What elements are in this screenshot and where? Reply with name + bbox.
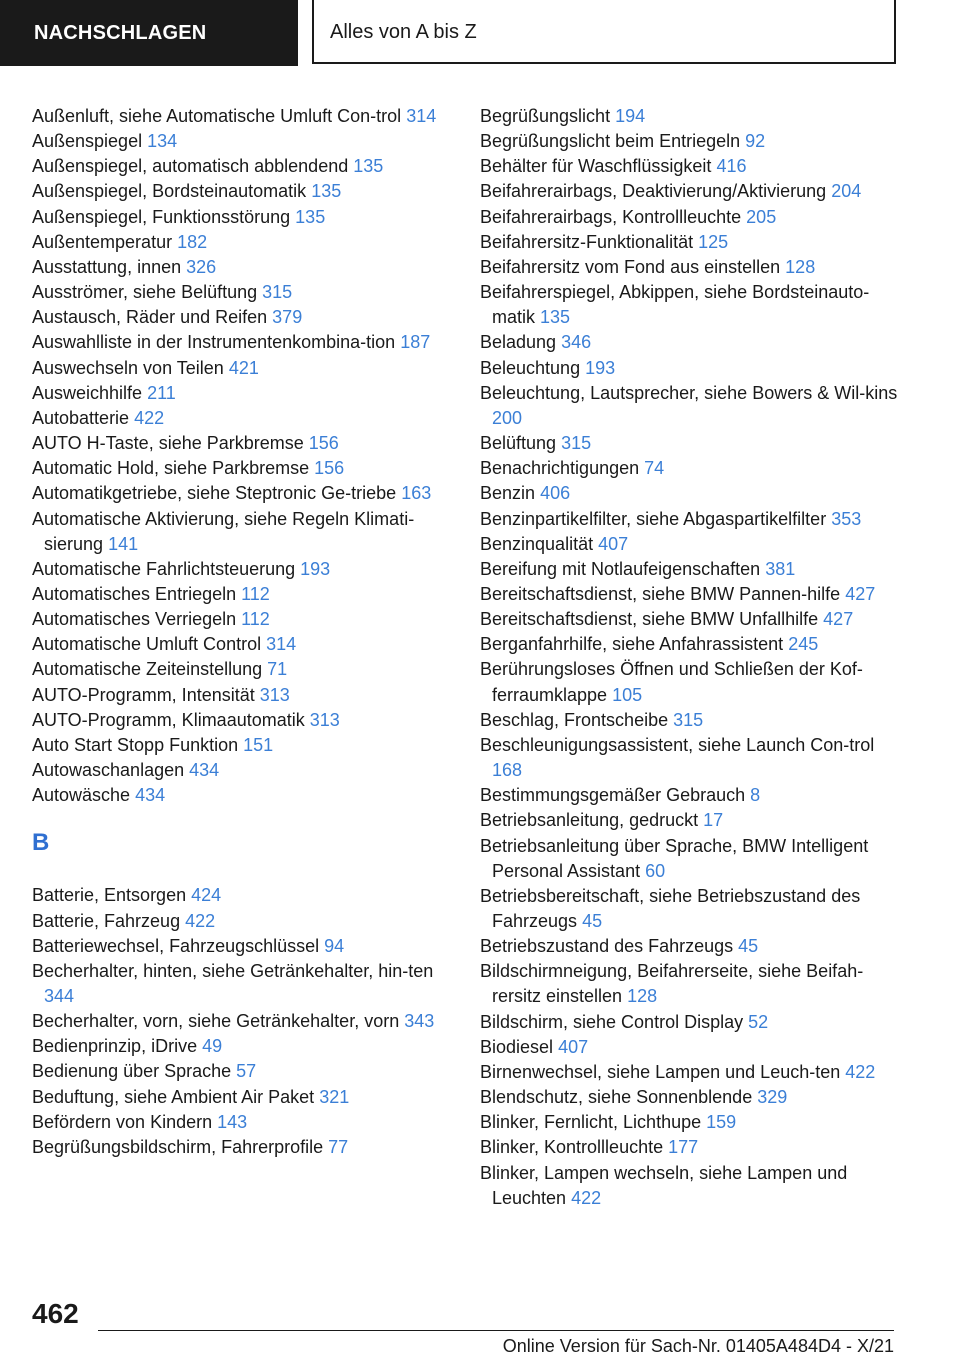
index-entry-page-link[interactable]: 135 [311,181,342,202]
index-entry-page-link[interactable]: 182 [177,231,208,252]
index-entry [480,607,900,632]
index-entry-page-link[interactable]: 422 [571,1187,602,1208]
index-entry-term: Birnenwechsel, siehe Lampen und Leuch‐ten [480,1061,841,1082]
index-entry [480,280,900,330]
index-entry-term: Belüftung [480,433,557,454]
index-entry-page-link[interactable]: 159 [706,1112,737,1133]
index-entry-page-link[interactable]: 94 [324,935,345,956]
index-entry-page-link[interactable]: 321 [319,1086,350,1107]
index-entry [32,406,452,431]
index-entry-term: Blinker, Kontrollleuchte [480,1137,664,1158]
index-entry-page-link[interactable]: 422 [845,1061,876,1082]
index-entry-page-link[interactable]: 60 [645,860,666,881]
index-entry-page-link[interactable]: 434 [189,760,220,781]
chapter-title: Alles von A bis Z [312,0,896,64]
index-entry [32,1135,452,1160]
index-entry-page-link[interactable]: 143 [217,1111,248,1132]
index-entry-term: Beleuchtung [480,357,581,378]
index-entry [480,582,900,607]
footer-divider [98,1330,894,1331]
index-entry [32,305,452,330]
index-entry-page-link[interactable]: 204 [831,181,862,202]
index-entry-page-link[interactable]: 194 [615,106,646,126]
index-entry-term: Ausweichhilfe [32,382,143,403]
index-entry [32,909,452,934]
index-entry-term: Beifahrersitz-Funktionalität [480,231,694,252]
index-entry-term: Außenluft, siehe Automatische Umluft Con‐trol [32,106,402,126]
index-entry [32,1059,452,1084]
index-entry-page-link[interactable]: 45 [738,936,759,957]
index-entry-page-link[interactable]: 193 [585,357,616,378]
index-entry-page-link[interactable]: 346 [561,332,592,353]
index-entry-term: Bildschirm, siehe Control Display [480,1011,744,1032]
index-entry [480,783,900,808]
index-entry [32,481,452,506]
index-entry-term: Becherhalter, vorn, siehe Getränkehalter, vorn [32,1011,400,1032]
index-entry-term: Betriebsbereitschaft, siehe Betriebszustand des Fahrzeugs [480,885,861,931]
index-entry [32,582,452,607]
index-entry-term: Beschleunigungsassistent, siehe Launch Con‐trol [480,734,875,755]
index-entry [480,557,900,582]
index-entry [32,1085,452,1110]
index-entry-page-link[interactable]: 112 [241,609,270,630]
index-entry [480,808,900,833]
index-entry-term: Außenspiegel, Bordsteinautomatik [32,181,307,202]
index-entry-term: Befördern von Kindern [32,1111,213,1132]
index-entry-page-link[interactable]: 211 [147,382,176,403]
index-entry [480,1010,900,1035]
index-entry-page-link[interactable]: 135 [353,156,384,177]
index-entry-term: Automatische Aktivierung, siehe Regeln Klimati‐sierung [32,508,415,554]
index-entry [32,883,452,908]
index-entry-term: Außenspiegel, Funktionsstörung [32,206,291,227]
index-entry [480,129,900,154]
index-entry [480,154,900,179]
index-entry-page-link[interactable]: 434 [135,785,166,806]
index-entry-page-link[interactable]: 313 [259,684,290,705]
index-entry-page-link[interactable]: 168 [492,760,523,781]
index-entry [480,456,900,481]
index-entry-page-link[interactable]: 49 [202,1036,223,1057]
index-entry-term: Auswahlliste in der Instrumentenkombina‐tion [32,332,396,353]
index-entry [32,507,452,557]
index-entry-term: Betriebszustand des Fahrzeugs [480,936,734,957]
index-entry [480,481,900,506]
index-entry-term: Beschlag, Frontscheibe [480,709,669,730]
index-entry-page-link[interactable]: 416 [716,156,747,177]
index-entry-page-link[interactable]: 141 [108,533,139,554]
index-entry-term: Benzinpartikelfilter, siehe Abgaspartikelfilter [480,508,827,529]
index-entry-page-link[interactable]: 422 [185,910,216,931]
index-entry-page-link[interactable]: 135 [295,206,326,227]
index-entry-term: Begrüßungslicht beim Entriegeln [480,131,741,152]
index-entry [32,129,452,154]
index-entry-page-link[interactable]: 163 [401,483,432,504]
index-entry-term: Beifahrerairbags, Kontrollleuchte [480,206,742,227]
index-entry-term: Becherhalter, hinten, siehe Getränkehalter, hin‐ten [32,960,434,981]
online-version-note: Online Version für Sach-Nr. 01405A484D4 - X/21 [502,1336,894,1356]
page-number: 462 [32,1298,79,1329]
index-entry-page-link[interactable]: 424 [191,885,222,906]
index-entry-term: Außenspiegel, automatisch abblendend [32,156,349,177]
index-entry [480,733,900,783]
index-entry-term: Begrüßungsbildschirm, Fahrerprofile [32,1136,324,1157]
index-entry-term: Beleuchtung, Lautsprecher, siehe Bowers & Wil‐kins [480,382,898,403]
index-entry [480,934,900,959]
index-entry-page-link[interactable]: 329 [757,1087,788,1108]
index-letter-heading: B [32,829,50,857]
index-entry [480,959,900,1009]
index-entry [480,381,900,431]
index-entry-page-link[interactable]: 200 [492,407,523,428]
index-entry-term: Automatisches Verriegeln [32,609,237,630]
index-column-right [480,104,900,1211]
index-entry-page-link[interactable]: 112 [241,583,270,604]
index-column-left [32,104,452,1160]
index-entry-page-link[interactable]: 406 [540,483,571,504]
index-entry [32,959,452,1009]
index-entry-page-link[interactable]: 52 [748,1011,769,1032]
index-entry-term: Auswechseln von Teilen [32,357,224,378]
index-entry-page-link[interactable]: 381 [765,558,796,579]
index-entry-term: Autobatterie [32,407,130,428]
index-entry-page-link[interactable]: 125 [698,231,729,252]
index-entry [480,104,900,129]
index-entry [32,632,452,657]
index-entry-term: Autowaschanlagen [32,760,185,781]
index-entry-term: Blinker, Fernlicht, Lichthupe [480,1112,702,1133]
index-entry [480,179,900,204]
index-entry-term: Blendschutz, siehe Sonnenblende [480,1087,753,1108]
index-entry [32,1009,452,1034]
index-entry-term: Bildschirmneigung, Beifahrerseite, siehe Beifah‐rersitz einstellen [480,961,864,1007]
index-entry-page-link[interactable]: 314 [266,634,297,655]
section-title: NACHSCHLAGEN [0,0,298,66]
index-entry [480,356,900,381]
index-entry [480,431,900,456]
index-entry-page-link[interactable]: 315 [673,709,704,730]
index-entry [32,683,452,708]
index-entry-term: Berührungsloses Öffnen und Schließen der Kof‐ferraumklappe [480,659,863,705]
index-entry-page-link[interactable]: 421 [228,357,259,378]
index-entry [480,255,900,280]
index-entry [32,255,452,280]
index-entry-term: Bereitschaftsdienst, siehe BMW Pannen‐hilfe [480,583,841,604]
index-entry [32,456,452,481]
index-entry-page-link[interactable]: 245 [788,634,819,655]
index-entry-term: Batteriewechsel, Fahrzeugschlüssel [32,935,320,956]
index-entry [480,1135,900,1160]
index-entry-term: Austausch, Räder und Reifen [32,307,268,328]
index-entry-page-link[interactable]: 45 [582,911,603,931]
index-entry-page-link[interactable]: 128 [627,986,658,1007]
index-entry [32,733,452,758]
index-entry [32,230,452,255]
index-entry-page-link[interactable]: 427 [823,609,854,630]
index-entry [32,154,452,179]
index-entry-term: Betriebsanleitung, gedruckt [480,810,699,831]
index-entry-term: AUTO H-Taste, siehe Parkbremse [32,433,304,454]
index-entry-page-link[interactable]: 205 [746,206,777,227]
index-entry-page-link[interactable]: 353 [831,508,862,529]
index-entry-term: Behälter für Waschflüssigkeit [480,156,712,177]
index-entry [480,507,900,532]
index-entry-page-link[interactable]: 422 [134,407,165,428]
index-entry [480,884,900,934]
index-entry-page-link[interactable]: 156 [314,458,345,479]
index-entry [32,330,452,355]
index-entry-term: Beifahrerspiegel, Abkippen, siehe Bordsteinauto‐matik [480,282,870,328]
index-entry [32,179,452,204]
index-entry [480,330,900,355]
index-entry-page-link[interactable]: 193 [300,558,331,579]
index-entry [32,280,452,305]
index-entry-term: Beladung [480,332,557,353]
index-entry-term: Benzin [480,483,536,504]
index-entry-term: Ausstattung, innen [32,256,182,277]
index-entry-page-link[interactable]: 314 [406,106,437,126]
index-entry-page-link[interactable]: 8 [750,785,761,806]
index-entry-page-link[interactable]: 407 [598,533,629,554]
index-entry-page-link[interactable]: 315 [561,433,592,454]
index-entry-term: AUTO-Programm, Klimaautomatik [32,709,305,730]
index-entry-page-link[interactable]: 315 [262,282,293,303]
index-entry [480,1035,900,1060]
index-entry-page-link[interactable]: 187 [400,332,431,353]
index-entry [480,708,900,733]
index-entry-page-link[interactable]: 427 [845,583,876,604]
index-entry [32,1110,452,1135]
index-entry [480,1110,900,1135]
index-entry-term: Automatische Fahrlichtsteuerung [32,558,296,579]
index-entry [480,632,900,657]
index-entry [32,104,452,129]
index-entry [32,1034,452,1059]
index-entry-page-link[interactable]: 92 [745,131,766,152]
index-entry-term: Benachrichtigungen [480,458,640,479]
index-entry [32,708,452,733]
index-entry-page-link[interactable]: 313 [309,709,340,730]
index-entry-page-link[interactable]: 326 [186,256,217,277]
index-entry [480,1161,900,1211]
index-entry [480,1060,900,1085]
index-entry-page-link[interactable]: 74 [644,458,665,479]
index-entry-term: Beifahrersitz vom Fond aus einstellen [480,256,781,277]
index-entry-page-link[interactable]: 128 [785,256,816,277]
index-entry [32,356,452,381]
index-entry-term: Automatische Zeiteinstellung [32,659,263,680]
index-entry-page-link[interactable]: 379 [272,307,303,328]
index-entry-term: AUTO-Programm, Intensität [32,684,255,705]
index-entry [480,230,900,255]
index-entry-term: Bestimmungsgemäßer Gebrauch [480,785,746,806]
index-entry-term: Bedienung über Sprache [32,1061,232,1082]
index-entry-page-link[interactable]: 17 [703,810,724,831]
index-entry [32,431,452,456]
index-entry-term: Batterie, Fahrzeug [32,910,181,931]
index-entry [32,381,452,406]
index-entry-term: Bedienprinzip, iDrive [32,1036,198,1057]
index-entry-page-link[interactable]: 407 [558,1036,589,1057]
index-entry-term: Automatisches Entriegeln [32,583,237,604]
index-entry [32,758,452,783]
index-entry-term: Begrüßungslicht [480,106,611,126]
index-entry [32,557,452,582]
index-entry-term: Benzinqualität [480,533,594,554]
index-entry-term: Bereitschaftsdienst, siehe BMW Unfallhilfe [480,609,819,630]
index-entry [480,205,900,230]
index-entry [32,783,452,808]
index-entry-term: Bereifung mit Notlaufeigenschaften [480,558,761,579]
index-entry [32,607,452,632]
index-entry-term: Automatikgetriebe, siehe Steptronic Ge‐triebe [32,483,397,504]
index-entry-term: Beifahrerairbags, Deaktivierung/Aktivierung [480,181,827,202]
index-entry [480,532,900,557]
index-entry-term: Blinker, Lampen wechseln, siehe Lampen und Leuchten [480,1162,848,1208]
index-entry-term: Außenspiegel [32,131,143,152]
index-entry-term: Außentemperatur [32,231,173,252]
index-entry [32,934,452,959]
index-entry-term: Ausströmer, siehe Belüftung [32,282,258,303]
index-entry-page-link[interactable]: 156 [308,433,339,454]
index-entry-page-link[interactable]: 343 [404,1011,435,1032]
index-entry [32,205,452,230]
index-entry-page-link[interactable]: 71 [267,659,288,680]
index-entry-page-link[interactable]: 134 [147,131,178,152]
index-entry-page-link[interactable]: 77 [328,1136,349,1157]
index-entry [32,657,452,682]
index-entry-page-link[interactable]: 57 [236,1061,257,1082]
page-header [0,0,960,66]
index-entry-term: Automatische Umluft Control [32,634,262,655]
index-entry-term: Autowäsche [32,785,131,806]
index-entry-term: Automatic Hold, siehe Parkbremse [32,458,310,479]
index-entry-term: Beduftung, siehe Ambient Air Paket [32,1086,315,1107]
index-entry-term: Batterie, Entsorgen [32,885,187,906]
index-entry-term: Biodiesel [480,1036,554,1057]
index-entry-page-link[interactable]: 135 [540,307,571,328]
index-entry-term: Betriebsanleitung über Sprache, BMW Intelligent Personal Assistant [480,835,869,881]
index-entry-term: Berganfahrhilfe, siehe Anfahrassistent [480,634,784,655]
index-entry-page-link[interactable]: 177 [668,1137,699,1158]
index-entry [480,834,900,884]
index-entry-page-link[interactable]: 105 [612,684,643,705]
index-entry-page-link[interactable]: 151 [243,734,274,755]
index-entry [480,657,900,707]
index-entry-page-link[interactable]: 344 [44,986,75,1006]
index-entry-term: Auto Start Stopp Funktion [32,734,239,755]
index-entry [480,1085,900,1110]
